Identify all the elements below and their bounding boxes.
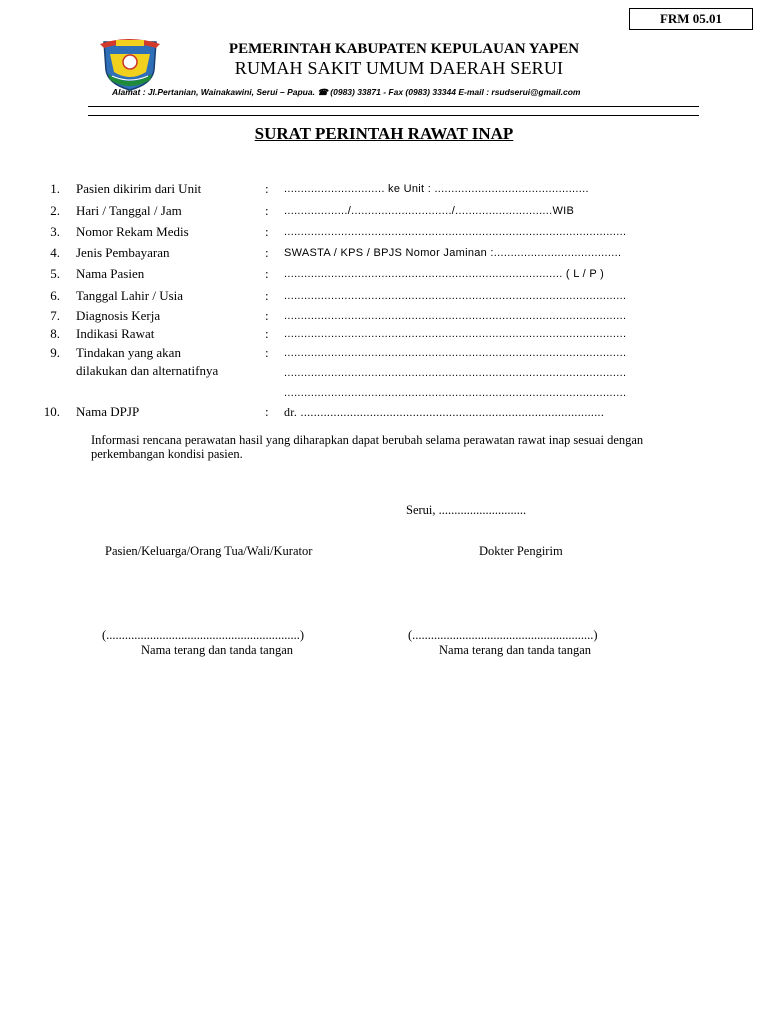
field-label-birthdate-age: Tanggal Lahir / Usia: [76, 288, 184, 303]
field-colon: :: [265, 288, 269, 303]
field-value-planned-action-line2[interactable]: ......................................................................................................: [284, 367, 627, 379]
field-colon: :: [265, 245, 269, 260]
field-label-planned-action-cont: dilakukan dan alternatifnya: [76, 363, 219, 378]
field-value-payment-type[interactable]: SWASTA / KPS / BPJS Nomor Jaminan :......................................: [284, 247, 622, 259]
field-number: 8.: [50, 326, 60, 341]
field-label-planned-action: Tindakan yang akan: [76, 345, 181, 360]
field-label-day-date-time: Hari / Tanggal / Jam: [76, 203, 182, 218]
signature-caption-doctor: Nama terang dan tanda tangan: [439, 643, 592, 657]
field-number: 6.: [50, 288, 60, 303]
field-colon: :: [265, 326, 269, 341]
field-value-birthdate-age[interactable]: ......................................................................................................: [284, 290, 627, 302]
place-date[interactable]: Serui, ............................: [406, 503, 527, 517]
signature-blank-patient[interactable]: (..............................................................): [102, 628, 305, 642]
field-number: 7.: [50, 308, 60, 323]
field-value-planned-action-line3[interactable]: ......................................................................................................: [284, 387, 627, 399]
field-value-day-date-time[interactable]: .................../............................../.............................WIB: [284, 205, 575, 217]
header-address: Alamat : Jl.Pertanian, Wainakawini, Serui – Papua. ☎ (0983) 33871 - Fax (0983) 33344 E-mail : rsudserui@gmail.com: [112, 87, 581, 97]
field-value-admission-indication[interactable]: ......................................................................................................: [284, 328, 627, 340]
field-label-origin-unit: Pasien dikirim dari Unit: [76, 181, 202, 196]
field-number: 4.: [50, 245, 60, 260]
field-colon: :: [265, 203, 269, 218]
info-note: Informasi rencana perawatan hasil yang diharapkan dapat berubah selama perawatan rawat inap sesuai dengan perkembangan kondisi pasien.: [91, 433, 644, 461]
field-value-patient-name[interactable]: ................................................................................... ( L / P ): [284, 268, 605, 280]
field-label-payment-type: Jenis Pembayaran: [76, 245, 170, 260]
header-hospital-name: RUMAH SAKIT UMUM DAERAH SERUI: [234, 58, 564, 78]
field-colon: :: [265, 308, 269, 323]
field-number: 1.: [50, 181, 60, 196]
field-value-working-diagnosis[interactable]: ......................................................................................................: [284, 310, 627, 322]
header-divider-thick: [88, 106, 699, 107]
form-code-box: [629, 8, 753, 30]
field-number: 9.: [50, 345, 60, 360]
field-colon: :: [265, 266, 269, 281]
field-colon: :: [265, 224, 269, 239]
header-divider-thin: [88, 115, 699, 116]
field-label-dpjp-name: Nama DPJP: [76, 404, 140, 419]
field-number: 3.: [50, 224, 60, 239]
signature-blank-doctor[interactable]: (..........................................................): [408, 628, 598, 642]
field-colon: :: [265, 345, 269, 360]
field-value-dpjp-name[interactable]: dr. ............................................................................................: [284, 405, 605, 419]
signature-title-patient: Pasien/Keluarga/Orang Tua/Wali/Kurator: [105, 544, 313, 558]
field-number: 10.: [43, 404, 60, 419]
document-title: SURAT PERINTAH RAWAT INAP: [254, 124, 514, 143]
signature-title-doctor: Dokter Pengirim: [479, 544, 563, 558]
field-value-medical-record[interactable]: ......................................................................................................: [284, 226, 627, 238]
field-number: 2.: [50, 203, 60, 218]
signature-caption-patient: Nama terang dan tanda tangan: [141, 643, 294, 657]
header-government-name: PEMERINTAH KABUPATEN KEPULAUAN YAPEN: [228, 41, 580, 57]
field-label-medical-record: Nomor Rekam Medis: [76, 224, 189, 239]
form-code: FRM 05.01: [659, 11, 723, 26]
field-label-working-diagnosis: Diagnosis Kerja: [76, 308, 161, 323]
field-colon: :: [265, 404, 269, 419]
field-value-planned-action[interactable]: ......................................................................................................: [284, 347, 627, 359]
field-colon: :: [265, 181, 269, 196]
field-label-patient-name: Nama Pasien: [76, 266, 145, 281]
field-value-origin-unit[interactable]: .............................. ke Unit : ..............................................: [284, 183, 589, 195]
field-number: 5.: [50, 266, 60, 281]
field-label-admission-indication: Indikasi Rawat: [76, 326, 155, 341]
